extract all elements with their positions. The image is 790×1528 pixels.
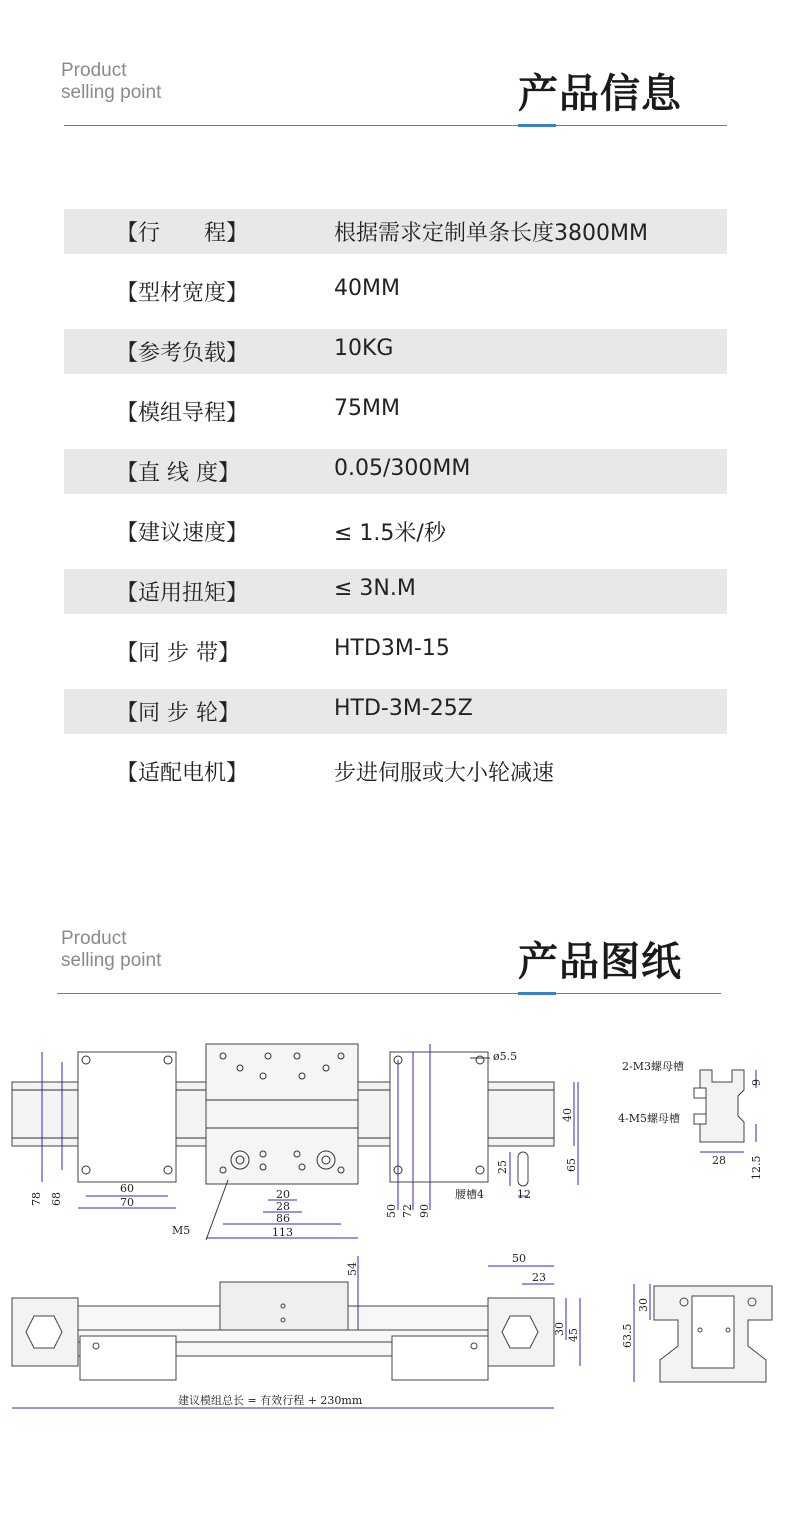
label-m5: M5 bbox=[172, 1224, 191, 1237]
dim-45: 45 bbox=[567, 1328, 580, 1342]
subtitle-line1: Product bbox=[61, 928, 127, 949]
dim-65: 65 bbox=[565, 1158, 578, 1172]
spec-row bbox=[64, 269, 727, 329]
dim-12: 12 bbox=[517, 1188, 531, 1201]
section-header-info bbox=[0, 60, 790, 140]
divider-line bbox=[64, 125, 727, 126]
label-m3-slot: 2-M3螺母槽 bbox=[622, 1060, 684, 1073]
end-view-labels bbox=[621, 1298, 650, 1348]
section-title: 产品信息 bbox=[518, 71, 682, 117]
spec-row bbox=[64, 329, 727, 389]
dim-113: 113 bbox=[272, 1226, 293, 1239]
spec-row bbox=[64, 689, 727, 749]
dim-25: 25 bbox=[496, 1160, 509, 1174]
dim-54: 54 bbox=[346, 1262, 359, 1276]
dim-90: 90 bbox=[418, 1204, 431, 1218]
top-view bbox=[12, 1044, 578, 1240]
dim-phi: ø5.5 bbox=[493, 1050, 518, 1063]
spec-label: 【建议速度】 bbox=[116, 521, 249, 546]
subtitle-line2: selling point bbox=[61, 82, 162, 103]
end-view bbox=[654, 1286, 772, 1382]
dim-50: 50 bbox=[385, 1204, 398, 1218]
spec-row bbox=[64, 389, 727, 449]
technical-drawing bbox=[0, 1030, 790, 1420]
dim-9: 9 bbox=[750, 1079, 763, 1086]
spec-label: 【行 程】 bbox=[116, 221, 249, 246]
dim-70: 70 bbox=[120, 1196, 134, 1209]
spec-label: 【直 线 度】 bbox=[116, 461, 240, 486]
dim-86: 86 bbox=[276, 1212, 290, 1225]
spec-value: 步进伺服或大小轮减速 bbox=[334, 761, 555, 786]
dim-68: 68 bbox=[50, 1192, 63, 1206]
divider-line bbox=[57, 993, 721, 994]
spec-label: 【参考负载】 bbox=[116, 341, 249, 366]
spec-value: 10KG bbox=[334, 336, 394, 361]
spec-row bbox=[64, 449, 727, 509]
spec-table bbox=[64, 209, 727, 809]
divider-accent bbox=[518, 992, 556, 995]
dim-20: 20 bbox=[276, 1188, 290, 1201]
spec-label: 【同 步 带】 bbox=[116, 641, 240, 666]
spec-label: 【适配电机】 bbox=[116, 761, 249, 786]
dim-30: 30 bbox=[553, 1322, 566, 1336]
dim-50b: 50 bbox=[512, 1252, 526, 1265]
section-header-drawing bbox=[0, 928, 790, 1008]
dim-30b: 30 bbox=[637, 1298, 650, 1312]
label-total-length: 建议模组总长 = 有效行程 + 230mm bbox=[178, 1394, 363, 1407]
spec-value: HTD-3M-25Z bbox=[334, 696, 473, 721]
spec-row bbox=[64, 749, 727, 809]
spec-value: HTD3M-15 bbox=[334, 636, 450, 661]
spec-label: 【模组导程】 bbox=[116, 401, 249, 426]
spec-value: 0.05/300MM bbox=[334, 456, 471, 481]
label-m5-slot: 4-M5螺母槽 bbox=[618, 1112, 680, 1125]
spec-row bbox=[64, 569, 727, 629]
spec-row bbox=[64, 209, 727, 269]
subtitle-line2: selling point bbox=[61, 950, 162, 971]
spec-row bbox=[64, 629, 727, 689]
spec-value: 根据需求定制单条长度3800MM bbox=[334, 221, 648, 246]
divider-accent bbox=[518, 124, 556, 127]
dim-28: 28 bbox=[276, 1200, 290, 1213]
spec-value: 75MM bbox=[334, 396, 400, 421]
label-slot: 腰槽4 bbox=[455, 1188, 484, 1201]
dim-78: 78 bbox=[30, 1192, 43, 1206]
side-view bbox=[12, 1282, 554, 1380]
dim-72: 72 bbox=[401, 1204, 414, 1218]
spec-value: ≤ 1.5米/秒 bbox=[334, 521, 446, 546]
spec-label: 【适用扭矩】 bbox=[116, 581, 249, 606]
section-subtitle bbox=[61, 928, 161, 972]
spec-row bbox=[64, 509, 727, 569]
dim-12-5: 12.5 bbox=[750, 1155, 763, 1180]
dim-23: 23 bbox=[532, 1271, 546, 1284]
dim-28b: 28 bbox=[712, 1154, 726, 1167]
dim-63-5: 63.5 bbox=[621, 1323, 634, 1348]
subtitle-line1: Product bbox=[61, 60, 127, 81]
section-subtitle bbox=[61, 60, 161, 104]
spec-value: ≤ 3N.M bbox=[334, 576, 416, 601]
spec-label: 【型材宽度】 bbox=[116, 281, 249, 306]
profile-section bbox=[694, 1070, 744, 1142]
spec-value: 40MM bbox=[334, 276, 400, 301]
dim-60: 60 bbox=[120, 1182, 134, 1195]
dim-40: 40 bbox=[561, 1108, 574, 1122]
section-title: 产品图纸 bbox=[518, 939, 682, 985]
spec-label: 【同 步 轮】 bbox=[116, 701, 240, 726]
